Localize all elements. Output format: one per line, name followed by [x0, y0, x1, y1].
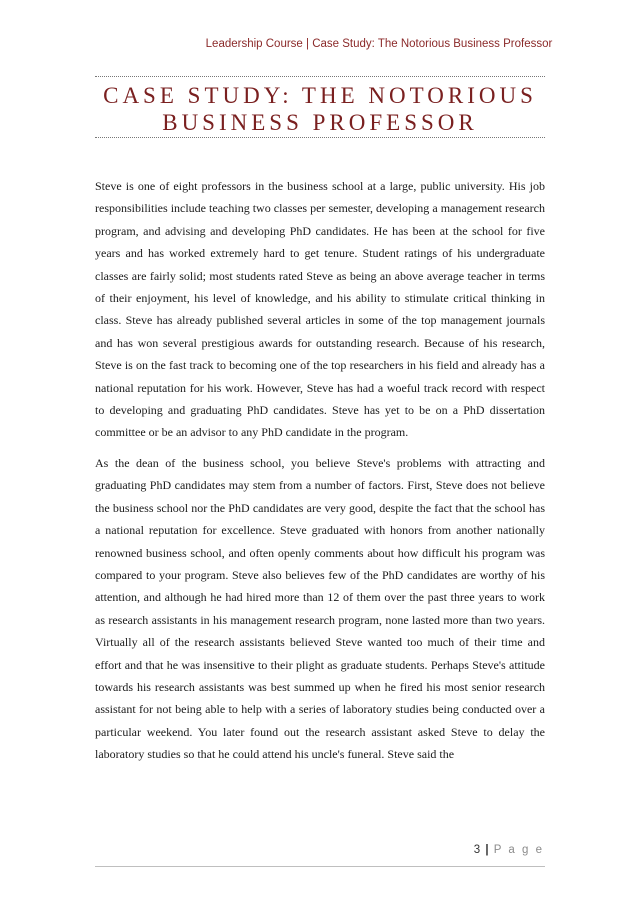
title-rule-top: [95, 76, 545, 77]
body-text: [95, 175, 545, 774]
page-number-separator: |: [485, 844, 489, 856]
page-number-value: 3: [473, 844, 481, 856]
footer-rule: [95, 866, 545, 867]
page-label: P a g e: [493, 844, 544, 856]
paragraph-1: Steve is one of eight professors in the business school at a large, public university. His job responsibilities include teaching two classes per semester, developing a management research program, and advising and developing PhD candidates. He has been at the school for five years and has worked extremely hard to get tenure. Student ratings of his undergraduate classes are fairly solid; most students rated Steve as being an above average teacher in terms of their enjoyment, his level of knowledge, and his ability to stimulate critical thinking in class. Steve has already published several articles in some of the top management journals and has won several prestigious awards for outstanding research. Because of his research, Steve is on the fast track to becoming one of the top researchers in his field and already has a national reputation for his work. However, Steve has had a woeful track record with respect to developing and graduating PhD candidates. Steve has yet to be on a PhD dissertation committee or be an advisor to any PhD candidate in the program.: [95, 179, 545, 440]
title-line-1: CASE STUDY: THE NOTORIOUS: [103, 83, 537, 108]
running-header: Leadership Course | Case Study: The Notorious Business Professor: [205, 38, 553, 50]
title-rule-bottom: [95, 137, 545, 138]
page-number: [470, 844, 544, 856]
paragraph-2: As the dean of the business school, you believe Steve's problems with attracting and graduating PhD candidates may stem from a number of factors. First, Steve does not believe the business school nor the PhD candidates are very good, despite the fact that the school has a national reputation for excellence. Steve graduated with honors from another nationally renowned business school, and often openly comments about how difficult his program was compared to your program. Steve also believes few of the PhD candidates are worthy of his attention, and although he had hired more than 12 of them over the past three years to work as research assistants in his management research program, none lasted more than two years. Virtually all of the research assistants believed Steve wanted too much of their time and effort and that he was insensitive to their plight as graduate students. Perhaps Steve's attitude towards his research assistants was best summed up when he fired his most senior research assistant for not being able to help with a series of laboratory studies being conducted over a particular weekend. You later found out the research assistant asked Steve to delay the laboratory studies so that he could attend his uncle's funeral. Steve said the: [95, 455, 545, 762]
page-title: [95, 82, 545, 136]
title-line-2: BUSINESS PROFESSOR: [162, 110, 478, 135]
